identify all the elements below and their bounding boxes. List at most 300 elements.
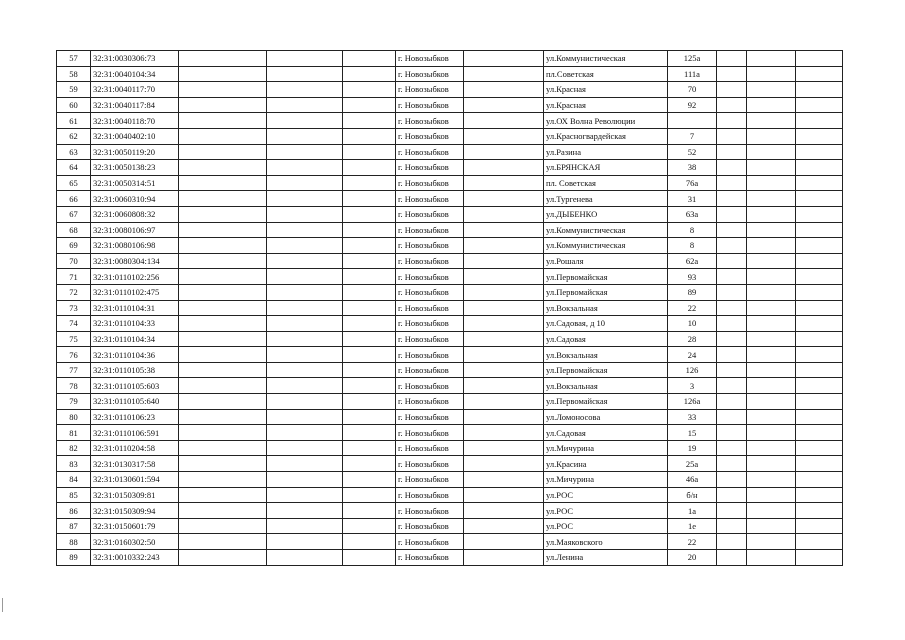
empty-cell — [464, 51, 544, 67]
empty-cell — [343, 331, 396, 347]
registry-table-body — [57, 51, 843, 566]
cadastral-number: 32:31:0080304:134 — [91, 253, 179, 269]
cadastral-number: 32:31:0150601:79 — [91, 518, 179, 534]
empty-cell — [267, 206, 343, 222]
street-name: ул.Первомайская — [544, 362, 668, 378]
city-name: г. Новозыбков — [396, 284, 464, 300]
street-name: ул.Разина — [544, 144, 668, 160]
empty-cell — [796, 222, 843, 238]
empty-cell — [796, 113, 843, 129]
cadastral-number: 32:31:0110105:603 — [91, 378, 179, 394]
house-number: 1а — [668, 503, 717, 519]
cadastral-number: 32:31:0080106:98 — [91, 238, 179, 254]
empty-cell — [267, 409, 343, 425]
empty-cell — [717, 503, 747, 519]
empty-cell — [464, 300, 544, 316]
street-name: ул.Мичурина — [544, 472, 668, 488]
table-row — [57, 191, 843, 207]
empty-cell — [796, 503, 843, 519]
empty-cell — [179, 550, 267, 566]
empty-cell — [179, 160, 267, 176]
row-number: 85 — [57, 487, 91, 503]
empty-cell — [796, 487, 843, 503]
city-name: г. Новозыбков — [396, 253, 464, 269]
cadastral-number: 32:31:0040117:70 — [91, 82, 179, 98]
cadastral-number: 32:31:0050119:20 — [91, 144, 179, 160]
cadastral-number: 32:31:0060808:32 — [91, 206, 179, 222]
empty-cell — [464, 409, 544, 425]
street-name: ул.Красная — [544, 82, 668, 98]
city-name: г. Новозыбков — [396, 362, 464, 378]
empty-cell — [717, 222, 747, 238]
empty-cell — [717, 378, 747, 394]
cadastral-number: 32:31:0030306:73 — [91, 51, 179, 67]
empty-cell — [179, 425, 267, 441]
cadastral-number: 32:31:0040402:10 — [91, 128, 179, 144]
table-row — [57, 300, 843, 316]
empty-cell — [796, 82, 843, 98]
house-number: 10 — [668, 316, 717, 332]
empty-cell — [464, 160, 544, 176]
city-name: г. Новозыбков — [396, 160, 464, 176]
empty-cell — [267, 362, 343, 378]
empty-cell — [343, 534, 396, 550]
house-number: 70 — [668, 82, 717, 98]
empty-cell — [747, 347, 796, 363]
house-number: 92 — [668, 97, 717, 113]
cadastral-number: 32:31:0130317:58 — [91, 456, 179, 472]
empty-cell — [343, 206, 396, 222]
empty-cell — [747, 440, 796, 456]
city-name: г. Новозыбков — [396, 316, 464, 332]
cadastral-number: 32:31:0150309:94 — [91, 503, 179, 519]
city-name: г. Новозыбков — [396, 534, 464, 550]
empty-cell — [343, 456, 396, 472]
empty-cell — [179, 238, 267, 254]
empty-cell — [464, 518, 544, 534]
city-name: г. Новозыбков — [396, 518, 464, 534]
empty-cell — [267, 440, 343, 456]
empty-cell — [267, 487, 343, 503]
street-name: пл. Советская — [544, 175, 668, 191]
house-number — [668, 113, 717, 129]
row-number: 87 — [57, 518, 91, 534]
empty-cell — [267, 394, 343, 410]
empty-cell — [179, 316, 267, 332]
table-row — [57, 113, 843, 129]
empty-cell — [464, 284, 544, 300]
row-number: 83 — [57, 456, 91, 472]
empty-cell — [796, 206, 843, 222]
empty-cell — [267, 191, 343, 207]
empty-cell — [717, 362, 747, 378]
empty-cell — [179, 331, 267, 347]
street-name: ул.Красная — [544, 97, 668, 113]
empty-cell — [796, 456, 843, 472]
empty-cell — [343, 472, 396, 488]
empty-cell — [747, 144, 796, 160]
empty-cell — [179, 66, 267, 82]
empty-cell — [747, 534, 796, 550]
empty-cell — [747, 206, 796, 222]
empty-cell — [747, 128, 796, 144]
row-number: 88 — [57, 534, 91, 550]
city-name: г. Новозыбков — [396, 269, 464, 285]
empty-cell — [717, 284, 747, 300]
house-number: 3 — [668, 378, 717, 394]
city-name: г. Новозыбков — [396, 378, 464, 394]
city-name: г. Новозыбков — [396, 113, 464, 129]
empty-cell — [464, 550, 544, 566]
cadastral-number: 32:31:0010332:243 — [91, 550, 179, 566]
empty-cell — [717, 206, 747, 222]
empty-cell — [179, 51, 267, 67]
row-number: 75 — [57, 331, 91, 347]
empty-cell — [747, 394, 796, 410]
empty-cell — [343, 269, 396, 285]
street-name: ул.Первомайская — [544, 394, 668, 410]
row-number: 69 — [57, 238, 91, 254]
empty-cell — [267, 425, 343, 441]
table-row — [57, 347, 843, 363]
empty-cell — [796, 51, 843, 67]
empty-cell — [267, 175, 343, 191]
empty-cell — [343, 378, 396, 394]
empty-cell — [796, 160, 843, 176]
empty-cell — [747, 331, 796, 347]
house-number: 19 — [668, 440, 717, 456]
empty-cell — [464, 66, 544, 82]
row-number: 62 — [57, 128, 91, 144]
street-name: ул.Первомайская — [544, 284, 668, 300]
house-number: 25а — [668, 456, 717, 472]
street-name: ул.Садовая — [544, 331, 668, 347]
row-number: 79 — [57, 394, 91, 410]
table-row — [57, 534, 843, 550]
city-name: г. Новозыбков — [396, 300, 464, 316]
empty-cell — [747, 51, 796, 67]
row-number: 71 — [57, 269, 91, 285]
empty-cell — [464, 191, 544, 207]
table-row — [57, 238, 843, 254]
property-registry-table — [56, 50, 843, 566]
table-row — [57, 128, 843, 144]
empty-cell — [343, 487, 396, 503]
table-row — [57, 144, 843, 160]
cadastral-number: 32:31:0080106:97 — [91, 222, 179, 238]
empty-cell — [464, 175, 544, 191]
row-number: 80 — [57, 409, 91, 425]
house-number: 46а — [668, 472, 717, 488]
street-name: ул.Вокзальная — [544, 347, 668, 363]
empty-cell — [747, 82, 796, 98]
empty-cell — [717, 144, 747, 160]
empty-cell — [343, 175, 396, 191]
empty-cell — [747, 487, 796, 503]
street-name: ул.Мичурина — [544, 440, 668, 456]
city-name: г. Новозыбков — [396, 394, 464, 410]
empty-cell — [796, 534, 843, 550]
table-row — [57, 362, 843, 378]
empty-cell — [343, 300, 396, 316]
empty-cell — [343, 425, 396, 441]
table-row — [57, 97, 843, 113]
empty-cell — [747, 300, 796, 316]
empty-cell — [717, 425, 747, 441]
row-number: 70 — [57, 253, 91, 269]
cadastral-number: 32:31:0110104:36 — [91, 347, 179, 363]
city-name: г. Новозыбков — [396, 440, 464, 456]
empty-cell — [747, 409, 796, 425]
empty-cell — [796, 144, 843, 160]
city-name: г. Новозыбков — [396, 456, 464, 472]
empty-cell — [179, 269, 267, 285]
empty-cell — [717, 175, 747, 191]
house-number: 52 — [668, 144, 717, 160]
house-number: 22 — [668, 534, 717, 550]
empty-cell — [747, 113, 796, 129]
empty-cell — [717, 113, 747, 129]
row-number: 66 — [57, 191, 91, 207]
street-name: ул.Коммунистическая — [544, 51, 668, 67]
empty-cell — [796, 409, 843, 425]
empty-cell — [464, 362, 544, 378]
table-row — [57, 472, 843, 488]
empty-cell — [343, 66, 396, 82]
empty-cell — [796, 238, 843, 254]
empty-cell — [179, 378, 267, 394]
empty-cell — [464, 534, 544, 550]
empty-cell — [796, 97, 843, 113]
empty-cell — [343, 284, 396, 300]
empty-cell — [179, 456, 267, 472]
empty-cell — [464, 113, 544, 129]
empty-cell — [343, 347, 396, 363]
street-name: ул.Красина — [544, 456, 668, 472]
empty-cell — [267, 503, 343, 519]
empty-cell — [267, 253, 343, 269]
empty-cell — [717, 472, 747, 488]
empty-cell — [717, 66, 747, 82]
table-row — [57, 487, 843, 503]
empty-cell — [343, 440, 396, 456]
city-name: г. Новозыбков — [396, 238, 464, 254]
empty-cell — [179, 503, 267, 519]
table-row — [57, 66, 843, 82]
table-row — [57, 331, 843, 347]
empty-cell — [267, 316, 343, 332]
empty-cell — [796, 191, 843, 207]
empty-cell — [267, 378, 343, 394]
table-row — [57, 394, 843, 410]
empty-cell — [464, 456, 544, 472]
empty-cell — [179, 440, 267, 456]
street-name: пл.Советская — [544, 66, 668, 82]
row-number: 81 — [57, 425, 91, 441]
empty-cell — [747, 160, 796, 176]
empty-cell — [343, 128, 396, 144]
table-row — [57, 269, 843, 285]
empty-cell — [179, 97, 267, 113]
empty-cell — [747, 425, 796, 441]
empty-cell — [717, 409, 747, 425]
empty-cell — [343, 113, 396, 129]
table-row — [57, 82, 843, 98]
empty-cell — [717, 269, 747, 285]
house-number: 8 — [668, 238, 717, 254]
city-name: г. Новозыбков — [396, 472, 464, 488]
city-name: г. Новозыбков — [396, 487, 464, 503]
street-name: ул.РОС — [544, 487, 668, 503]
empty-cell — [464, 97, 544, 113]
empty-cell — [179, 253, 267, 269]
empty-cell — [464, 378, 544, 394]
street-name: ул.Вокзальная — [544, 300, 668, 316]
empty-cell — [267, 222, 343, 238]
empty-cell — [179, 472, 267, 488]
street-name: ул.РОС — [544, 518, 668, 534]
empty-cell — [179, 191, 267, 207]
house-number: 28 — [668, 331, 717, 347]
empty-cell — [179, 518, 267, 534]
table-row — [57, 425, 843, 441]
table-row — [57, 409, 843, 425]
row-number: 78 — [57, 378, 91, 394]
cadastral-number: 32:31:0050314:51 — [91, 175, 179, 191]
empty-cell — [717, 550, 747, 566]
empty-cell — [717, 394, 747, 410]
cadastral-number: 32:31:0040104:34 — [91, 66, 179, 82]
street-name: ул.Красногвардейская — [544, 128, 668, 144]
street-name: ул.Коммунистическая — [544, 222, 668, 238]
empty-cell — [179, 347, 267, 363]
empty-cell — [179, 409, 267, 425]
empty-cell — [796, 284, 843, 300]
house-number: 111а — [668, 66, 717, 82]
house-number: 93 — [668, 269, 717, 285]
empty-cell — [747, 269, 796, 285]
empty-cell — [343, 394, 396, 410]
house-number: 125а — [668, 51, 717, 67]
empty-cell — [267, 347, 343, 363]
empty-cell — [796, 331, 843, 347]
street-name: ул.РОС — [544, 503, 668, 519]
street-name: ул.Тургенева — [544, 191, 668, 207]
empty-cell — [267, 51, 343, 67]
empty-cell — [179, 113, 267, 129]
street-name: ул.БРЯНСКАЯ — [544, 160, 668, 176]
table-row — [57, 456, 843, 472]
city-name: г. Новозыбков — [396, 425, 464, 441]
empty-cell — [267, 82, 343, 98]
empty-cell — [267, 456, 343, 472]
empty-cell — [747, 550, 796, 566]
empty-cell — [464, 487, 544, 503]
empty-cell — [747, 238, 796, 254]
empty-cell — [267, 144, 343, 160]
empty-cell — [747, 316, 796, 332]
empty-cell — [747, 362, 796, 378]
cadastral-number: 32:31:0110104:33 — [91, 316, 179, 332]
street-name: ул.Садовая, д 10 — [544, 316, 668, 332]
empty-cell — [717, 160, 747, 176]
empty-cell — [796, 347, 843, 363]
cadastral-number: 32:31:0130601:594 — [91, 472, 179, 488]
empty-cell — [747, 456, 796, 472]
empty-cell — [747, 284, 796, 300]
street-name: ул.ДЫБЕНКО — [544, 206, 668, 222]
empty-cell — [747, 472, 796, 488]
empty-cell — [464, 82, 544, 98]
street-name: ул.Вокзальная — [544, 378, 668, 394]
row-number: 89 — [57, 550, 91, 566]
empty-cell — [343, 518, 396, 534]
empty-cell — [717, 128, 747, 144]
empty-cell — [343, 409, 396, 425]
row-number: 74 — [57, 316, 91, 332]
empty-cell — [747, 503, 796, 519]
empty-cell — [747, 175, 796, 191]
empty-cell — [179, 534, 267, 550]
empty-cell — [267, 66, 343, 82]
row-number: 76 — [57, 347, 91, 363]
city-name: г. Новозыбков — [396, 503, 464, 519]
empty-cell — [747, 222, 796, 238]
row-number: 60 — [57, 97, 91, 113]
table-row — [57, 550, 843, 566]
empty-cell — [717, 440, 747, 456]
cadastral-number: 32:31:0150309:81 — [91, 487, 179, 503]
city-name: г. Новозыбков — [396, 222, 464, 238]
cadastral-number: 32:31:0110105:38 — [91, 362, 179, 378]
empty-cell — [179, 144, 267, 160]
cadastral-number: 32:31:0110105:640 — [91, 394, 179, 410]
street-name: ул.Ленина — [544, 550, 668, 566]
house-number: б/н — [668, 487, 717, 503]
empty-cell — [464, 472, 544, 488]
cadastral-number: 32:31:0110204:58 — [91, 440, 179, 456]
house-number: 8 — [668, 222, 717, 238]
empty-cell — [717, 238, 747, 254]
empty-cell — [717, 191, 747, 207]
street-name: ул.Садовая — [544, 425, 668, 441]
row-number: 59 — [57, 82, 91, 98]
empty-cell — [267, 113, 343, 129]
empty-cell — [717, 347, 747, 363]
city-name: г. Новозыбков — [396, 206, 464, 222]
empty-cell — [343, 222, 396, 238]
empty-cell — [179, 487, 267, 503]
cadastral-number: 32:31:0040118:70 — [91, 113, 179, 129]
empty-cell — [267, 331, 343, 347]
empty-cell — [267, 238, 343, 254]
empty-cell — [796, 300, 843, 316]
house-number: 63а — [668, 206, 717, 222]
house-number: 15 — [668, 425, 717, 441]
empty-cell — [747, 518, 796, 534]
empty-cell — [796, 128, 843, 144]
table-row — [57, 253, 843, 269]
row-number: 58 — [57, 66, 91, 82]
cadastral-number: 32:31:0110106:591 — [91, 425, 179, 441]
empty-cell — [179, 362, 267, 378]
table-row — [57, 378, 843, 394]
city-name: г. Новозыбков — [396, 409, 464, 425]
cadastral-number: 32:31:0110102:256 — [91, 269, 179, 285]
city-name: г. Новозыбков — [396, 66, 464, 82]
row-number: 65 — [57, 175, 91, 191]
empty-cell — [796, 518, 843, 534]
